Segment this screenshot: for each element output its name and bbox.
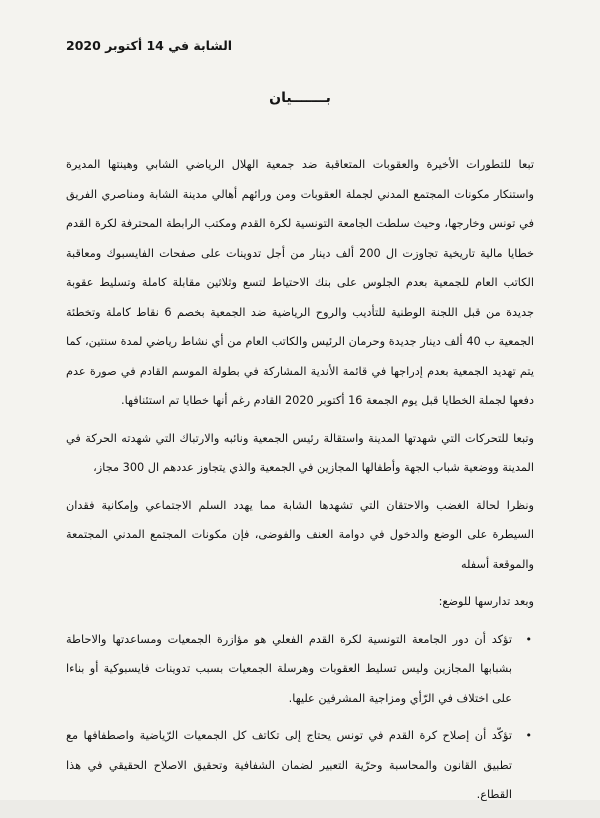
bullet-list bbox=[66, 625, 534, 810]
paragraph-context: تبعا للتطورات الأخيرة والعقوبات المتعاقبة ضد جمعية الهلال الرياضي الشابي وهينتها المديرة واستنكار مكونات المجتمع المدني لجملة العقوبات ومن ورائهم أهالي مدينة الشابة ومناصري الفريق في تونس وخارجها، وحيث سلطت الجامعة التونسية لكرة القدم ومكتب الرابطة المحترفة لكرة القدم خطايا مالية تاريخية تجاوزت ال 200 ألف دينار من أجل تدوينات على صفحات الفايسبوك ومعاقبة الكاتب العام للجمعية بعدم الجلوس على بنك الاحتياط لتسع وثلاثين مقابلة كاملة وتسليط عقوبة جديدة من قبل اللجنة الوطنية للتأديب والروح الرياضية ضد الجمعية بخصم 6 نقاط كاملة وتخطئة الجمعية ب 40 ألف دينار جديدة وحرمان الرئيس والكاتب العام من أي نشاط رياضي لمدة سنتين، كما يتم تهديد الجمعية بعدم إدراجها في قائمة الأندية المشاركة في بطولة الموسم القادم في صورة عدم دفعها لجملة الخطايا قبل يوم الجمعة 16 أكتوبر 2020 القادم رغم أنها خطايا تم استئنافها. bbox=[66, 158, 534, 407]
bullet-marker: • bbox=[525, 632, 532, 646]
paragraph-after-study: وبعد تدارسها للوضع: bbox=[438, 595, 534, 608]
bullet-text: تؤكّد أن إصلاح كرة القدم في تونس يحتاج إلى تكاتف كل الجمعيات الرّياضية واصطفافها مع تطبيق القانون والمحاسبة وحرّية التعبير لضمان الشفافية وتحقيق الاصلاح الحقيقي في هذا القطاع. bbox=[66, 729, 512, 801]
bullet-item bbox=[66, 625, 534, 714]
paragraph-movements: وتبعا للتحركات التي شهدتها المدينة واستقالة رئيس الجمعية ونائبه والارتباك التي شهدته الحركة في المدينة ووضعية شباب الجهة وأطفالها المجازين في الجمعية والذي يتجاوز عددهم ال 300 مجاز، bbox=[66, 431, 534, 474]
bullet-text: تؤكد أن دور الجامعة التونسية لكرة القدم الفعلي هو مؤازرة الجمعيات ومساعدتها والاحاطة بشبابها المجازين وليس تسليط العقوبات وهرسلة الجمعيات بسبب تدوينات فايسبوكية أو بناءا على اختلاف في الرّأي ومزاجية المشرفين عليها. bbox=[66, 632, 512, 705]
bullet-item bbox=[66, 721, 534, 810]
document-title: بـــــــيان bbox=[269, 90, 331, 106]
bullet-marker: • bbox=[525, 729, 532, 742]
document-date: الشابة في 14 أكتوبر 2020 bbox=[66, 38, 233, 53]
paragraph-situation: ونظرا لحالة الغضب والاحتقان التي تشهدها الشابة مما يهدد السلم الاجتماعي وإمكانية فقدان السيطرة على الوضع والدخول في دوامة العنف والفوضى، فإن مكونات المجتمع المدني المجتمعة والموقعة أسفله bbox=[66, 498, 534, 571]
document-body bbox=[66, 150, 534, 818]
